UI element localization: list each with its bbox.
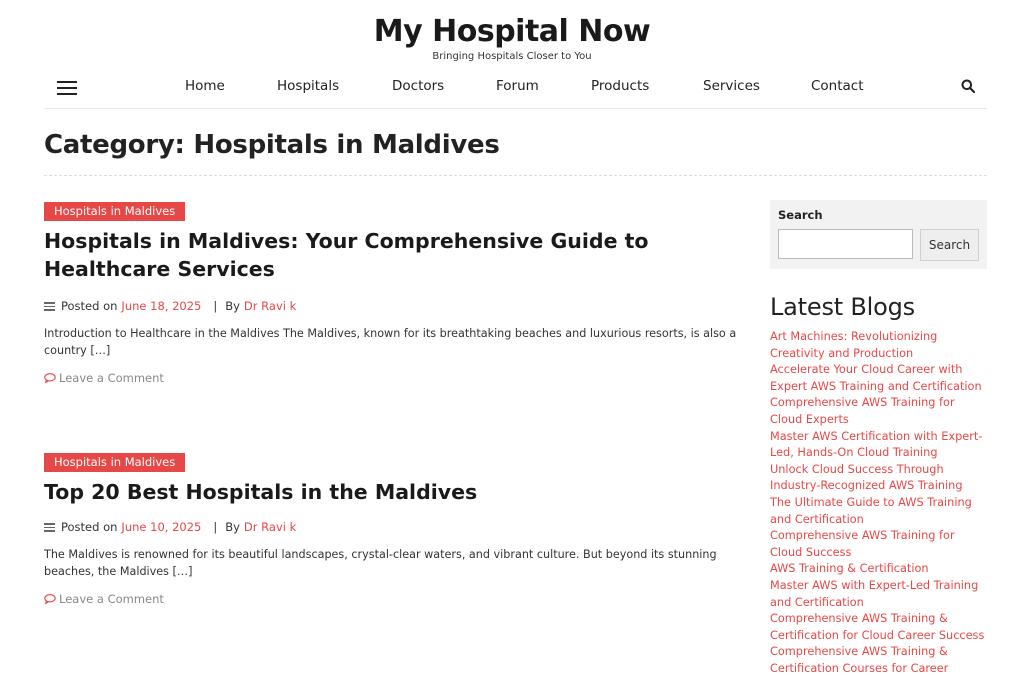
latest-blog-link[interactable]: Unlock Cloud Success Through Industry-Recognized AWS Training (770, 462, 963, 493)
latest-blog-link[interactable]: Comprehensive AWS Training & Certification Courses for Career (770, 645, 949, 675)
lines-icon (44, 523, 55, 531)
leave-comment-label[interactable]: Leave a Comment (59, 592, 164, 606)
posted-on-label: Posted on (61, 520, 118, 534)
post-date-link[interactable]: June 10, 2025 (121, 520, 202, 534)
nav-item-contact[interactable]: Contact (811, 78, 864, 94)
speech-bubble-icon (44, 594, 56, 604)
category-badge[interactable]: Hospitals in Maldives (44, 453, 185, 472)
latest-blogs-list (770, 329, 987, 677)
site-header (0, 0, 1024, 62)
main-navigation (44, 74, 987, 109)
category-badge[interactable]: Hospitals in Maldives (44, 202, 185, 221)
nav-item-doctors[interactable]: Doctors (392, 78, 445, 94)
nav-item-products[interactable]: Products (591, 78, 650, 94)
nav-item-home[interactable]: Home (185, 78, 225, 94)
sidebar-search-button[interactable]: Search (920, 229, 979, 261)
by-label: By (225, 299, 240, 313)
latest-blog-link[interactable]: Master AWS with Expert-Led Training and Certification (770, 578, 979, 609)
latest-blog-link[interactable]: AWS Training & Certification (770, 562, 929, 576)
latest-blogs-heading: Latest Blogs (770, 293, 915, 321)
site-tagline: Bringing Hospitals Closer to You (432, 51, 592, 62)
search-label: Search (778, 208, 823, 222)
post-2 (44, 451, 744, 606)
post-excerpt: The Maldives is renowned for its beautiful landscapes, crystal-clear waters, and vibrant culture. But beyond its stunning beaches, the Maldives […] (44, 548, 717, 578)
nav-item-forum[interactable]: Forum (496, 78, 539, 94)
posted-on-label: Posted on (61, 299, 118, 313)
latest-blog-link[interactable]: Comprehensive AWS Training & Certification for Cloud Career Success (770, 612, 985, 642)
by-label: By (225, 520, 240, 534)
post-meta (44, 299, 744, 313)
sidebar (770, 200, 987, 677)
latest-blog-link[interactable]: Master AWS Certification with Expert-Led, Hands-On Cloud Training (770, 429, 983, 460)
site-title[interactable]: My Hospital Now (373, 14, 651, 49)
leave-comment-link[interactable] (44, 371, 744, 385)
hamburger-menu-icon[interactable] (57, 81, 77, 95)
leave-comment-link[interactable] (44, 592, 744, 606)
sidebar-search-input[interactable] (778, 229, 913, 259)
author-link[interactable]: Dr Ravi k (243, 299, 297, 313)
post-excerpt: Introduction to Healthcare in the Maldives The Maldives, known for its breathtaking beaches and luxurious resorts, is also a country […] (44, 327, 737, 357)
post-1 (44, 200, 744, 385)
nav-item-services[interactable]: Services (703, 78, 760, 94)
post-title[interactable]: Top 20 Best Hospitals in the Maldives (44, 480, 478, 504)
meta-separator: | (213, 299, 218, 313)
category-title: Category: Hospitals in Maldives (44, 130, 500, 160)
author-link[interactable]: Dr Ravi k (243, 520, 297, 534)
lines-icon (44, 302, 55, 310)
post-title[interactable]: Hospitals in Maldives: Your Comprehensive Guide to Healthcare Services (44, 229, 649, 281)
latest-blog-link[interactable]: Comprehensive AWS Training for Cloud Success (770, 529, 955, 559)
speech-bubble-icon (44, 373, 56, 383)
nav-item-hospitals[interactable]: Hospitals (277, 78, 340, 94)
post-meta (44, 520, 744, 534)
title-divider (44, 175, 987, 176)
search-icon[interactable] (961, 79, 975, 93)
leave-comment-label[interactable]: Leave a Comment (59, 371, 164, 385)
latest-blog-link[interactable]: The Ultimate Guide to AWS Training and Certification (770, 495, 972, 526)
sidebar-search-widget (770, 200, 987, 269)
post-date-link[interactable]: June 18, 2025 (121, 299, 202, 313)
latest-blog-link[interactable]: Comprehensive AWS Training for Cloud Experts (770, 396, 955, 426)
latest-blog-link[interactable]: Art Machines: Revolutionizing Creativity and Production (770, 330, 938, 360)
meta-separator: | (213, 520, 218, 534)
latest-blog-link[interactable]: Accelerate Your Cloud Career with Expert AWS Training and Certification (770, 363, 982, 393)
